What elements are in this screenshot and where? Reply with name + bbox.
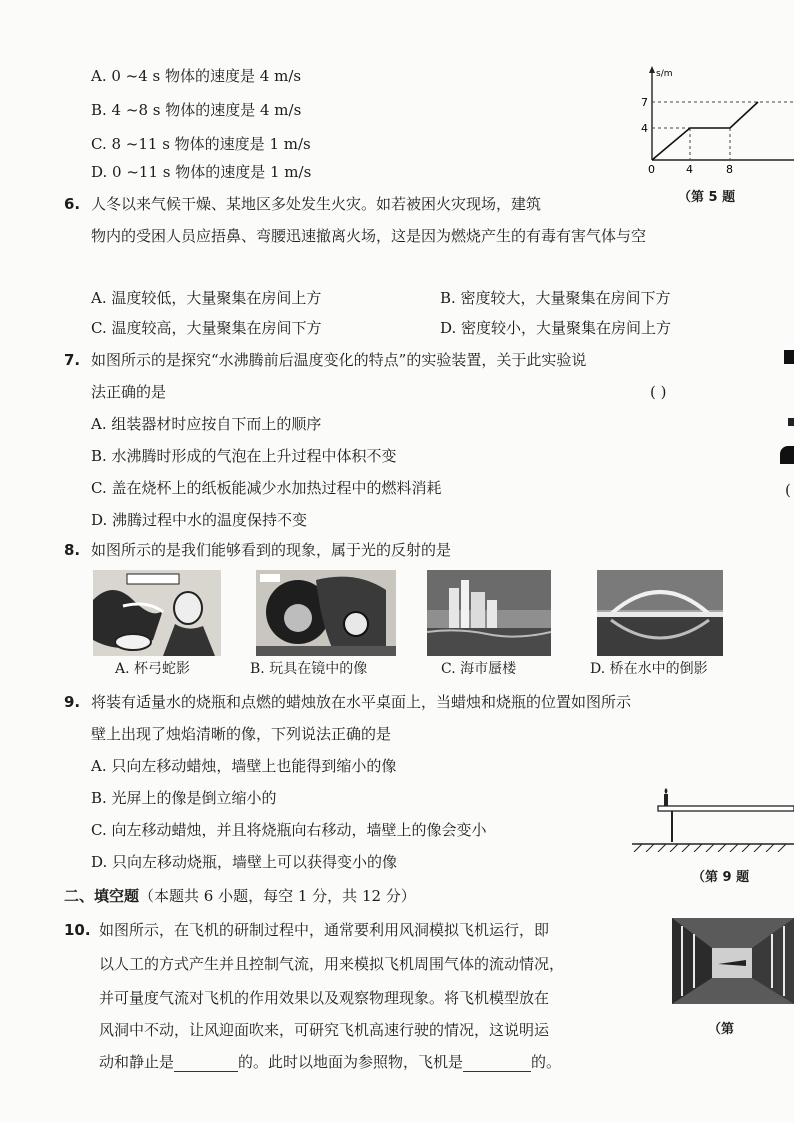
- q7-option-b: B. 水沸腾时形成的气泡在上升过程中体积不变: [91, 447, 397, 465]
- q8-picture-a: [93, 570, 221, 656]
- q6-option-b: B. 密度较大，大量聚集在房间下方: [440, 289, 671, 307]
- q9-stem-line2: 壁上出现了烛焰清晰的像，下列说法正确的是: [91, 725, 392, 743]
- q10-blank-2[interactable]: [463, 1071, 531, 1072]
- table-top: [658, 806, 794, 811]
- q5-option-a: A. 0 ~4 s 物体的速度是 4 m/s: [91, 67, 302, 85]
- q7-option-c: C. 盖在烧杯上的纸板能减少水加热过程中的燃料消耗: [91, 479, 442, 497]
- flame-icon: [665, 788, 668, 794]
- q9-number: 9.: [64, 693, 81, 711]
- q6-number: 6.: [64, 195, 81, 213]
- q8-picture-b: [256, 570, 396, 656]
- section-2-title: 二、填空题: [64, 887, 140, 905]
- section-2-header: [64, 886, 416, 906]
- y-axis-arrow: [649, 66, 655, 73]
- q10-line4: 风洞中不动，让风迎面吹来，可研究飞机高速行驶的情况，这说明运: [99, 1021, 550, 1039]
- q7-stem-line2: 法正确的是: [91, 383, 167, 401]
- x-tick-8: 8: [726, 163, 733, 176]
- q6-option-d: D. 密度较小，大量聚集在房间上方: [440, 319, 672, 337]
- q10-line5-part-c: 的。: [531, 1053, 562, 1071]
- candle-icon: [664, 794, 668, 806]
- q7-option-d: D. 沸腾过程中水的温度保持不变: [91, 511, 308, 529]
- graph-line: [652, 102, 758, 160]
- q5-option-d: D. 0 ~11 s 物体的速度是 1 m/s: [91, 163, 312, 181]
- q8-picture-d: [597, 570, 723, 656]
- q9-figure-table-candle: [632, 786, 794, 852]
- q5-option-b: B. 4 ~8 s 物体的速度是 4 m/s: [91, 101, 302, 119]
- q10-line5-part-b: 的。此时以地面为参照物，飞机是: [238, 1053, 464, 1071]
- q6-option-a: A. 温度较低，大量聚集在房间上方: [91, 289, 322, 307]
- q7-stem-line1: 如图所示的是探究“水沸腾前后温度变化的特点”的实验装置，关于此实验说: [91, 351, 587, 369]
- q7-figure-edge-mark: [784, 350, 794, 364]
- y-tick-4: 4: [641, 122, 648, 135]
- q9-option-b: B. 光屏上的像是倒立缩小的: [91, 789, 277, 807]
- q10-line2: 以人工的方式产生并且控制气流，用来模拟飞机周围气体的流动情况，: [99, 955, 565, 973]
- q10-number: 10.: [64, 921, 91, 939]
- q7-figure-edge-mark: [780, 446, 794, 464]
- q8-picture-c: [427, 570, 551, 656]
- q7-figure-edge-mark: [788, 418, 794, 426]
- q9-option-a: A. 只向左移动蜡烛，墙壁上也能得到缩小的像: [91, 757, 397, 775]
- q9-stem-line1: 将装有适量水的烧瓶和点燃的蜡烛放在水平桌面上，当蜡烛和烧瓶的位置如图所示: [91, 693, 632, 711]
- x-tick-4: 4: [686, 163, 693, 176]
- q10-line3: 并可量度气流对飞机的作用效果以及观察物理现象。将飞机模型放在: [99, 989, 550, 1007]
- q10-line5: [99, 1052, 561, 1072]
- q5-option-c: C. 8 ~11 s 物体的速度是 1 m/s: [91, 135, 311, 153]
- section-2-note: （本题共 6 小题，每空 1 分，共 12 分）: [139, 887, 416, 905]
- q7-option-a: A. 组装器材时应按自下而上的顺序: [91, 415, 322, 433]
- q10-blank-1[interactable]: [174, 1071, 238, 1072]
- q9-option-d: D. 只向左移动烧瓶，墙壁上可以获得变小的像: [91, 853, 398, 871]
- q7-figure-edge-paren: (: [785, 481, 791, 499]
- q7-number: 7.: [64, 351, 81, 369]
- q8-number: 8.: [64, 541, 81, 559]
- q8-picture-a-label: A. 杯弓蛇影: [115, 661, 191, 677]
- q6-option-c: C. 温度较高，大量聚集在房间下方: [91, 319, 322, 337]
- q6-stem-line1: 人冬以来气候干燥、某地区多处发生火灾。如若被困火灾现场，建筑: [91, 195, 542, 213]
- q6-stem-line2: 物内的受困人员应捂鼻、弯腰迅速撤离火场，这是因为燃烧产生的有毒有害气体与空: [91, 227, 647, 245]
- q10-figure-wind-tunnel: [672, 918, 794, 1004]
- x-tick-0: 0: [648, 163, 655, 176]
- q8-picture-b-label: B. 玩具在镜中的像: [250, 661, 368, 677]
- y-axis-label: s/m: [656, 69, 673, 79]
- q5-figure-caption: （第 5 题: [678, 190, 736, 205]
- q9-option-c: C. 向左移动蜡烛，并且将烧瓶向右移动，墙壁上的像会变小: [91, 821, 487, 839]
- y-tick-7: 7: [641, 96, 648, 109]
- q9-figure-caption: （第 9 题: [692, 870, 750, 885]
- q5-st-graph: [634, 60, 794, 178]
- q10-line5-part-a: 动和静止是: [99, 1053, 175, 1071]
- q8-stem: 如图所示的是我们能够看到的现象，属于光的反射的是: [91, 541, 452, 559]
- q8-picture-c-label: C. 海市蜃楼: [441, 661, 517, 677]
- q7-answer-paren: ( ): [650, 383, 667, 401]
- q10-figure-caption: （第: [708, 1022, 735, 1037]
- q10-line1: 如图所示，在飞机的研制过程中，通常要利用风洞模拟飞机运行，即: [99, 921, 550, 939]
- q8-picture-d-label: D. 桥在水中的倒影: [590, 661, 708, 677]
